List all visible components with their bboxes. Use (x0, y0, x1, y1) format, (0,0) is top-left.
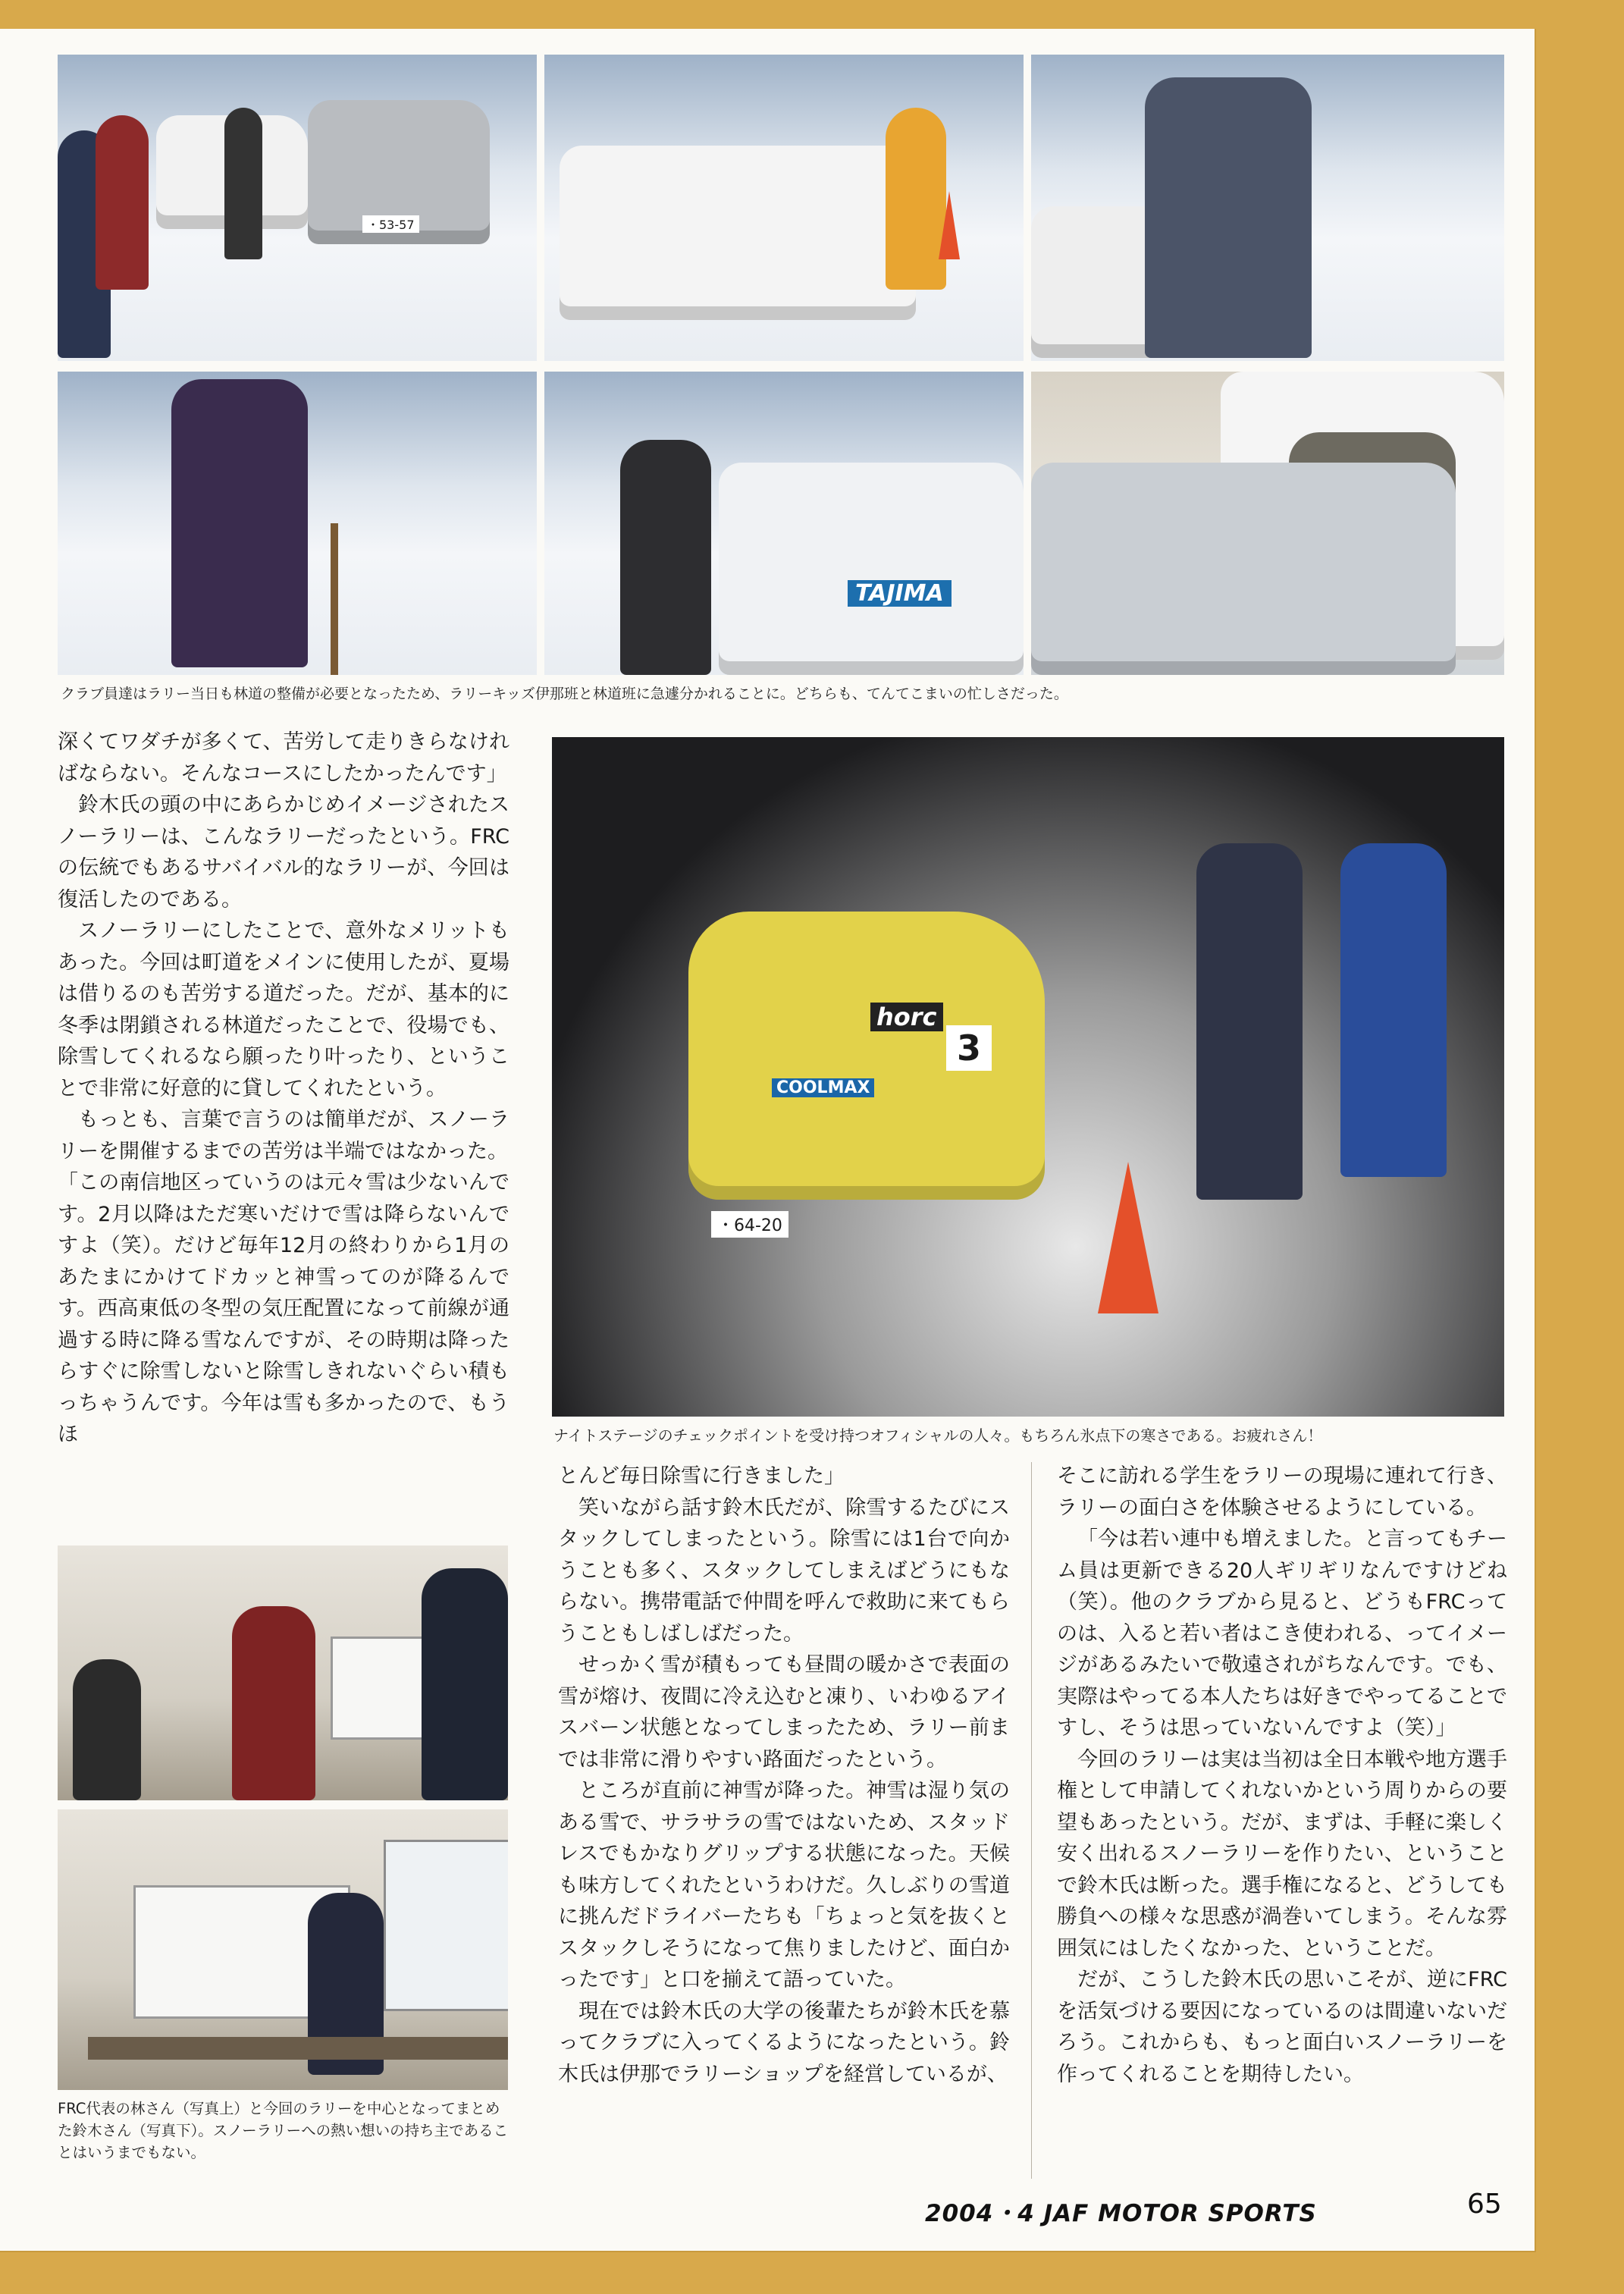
photo-person-gray-jacket (1145, 77, 1312, 358)
photo-rally-car-snow (544, 55, 1024, 361)
magazine-footer-title: 2004・4 JAF MOTOR SPORTS (925, 2200, 1317, 2227)
photo-person (73, 1659, 141, 1800)
article-paragraph: 笑いながら話す鈴木氏だが、除雪するたびにスタックしてしまったという。除雪には1台で向かうことも多く、スタックしてしまえばどうにもならない。携帯電話で仲間を呼んで救助に来てもらうこともしばしばだった。 (558, 1495, 1010, 1646)
article-paragraph: とんど毎日除雪に行きました」 (558, 1464, 845, 1488)
photo-license-plate: ・53-57 (362, 215, 419, 233)
article-column-1 (58, 726, 509, 1451)
photo-person (224, 108, 262, 259)
article-column-2 (558, 1461, 1010, 2090)
page-number: 65 (1467, 2189, 1502, 2220)
article-paragraph: 「今は若い連中も増えました。と言ってもチーム員は更新できる20人ギリギリなんですけどね（笑）。他のクラブから見ると、どうもFRCってのは、入ると若い者はこき使われる、ってイメージがあるみたいで敬遠されがちなんです。でも、実際はやってる本人たちは好きでやってることですし、そうは思っていないんですよ（笑）」 (1057, 1527, 1507, 1740)
photo-sponsor-text: horc (870, 1003, 943, 1031)
article-paragraph: だが、こうした鈴木氏の思いこそが、逆にFRCを活気づける要因になっているのは間違いないだろう。これからも、もっと面白いスノーラリーを作ってくれることを期待したい。 (1057, 1968, 1507, 2086)
column-divider (1031, 1462, 1032, 2179)
article-paragraph: せっかく雪が積もっても昼間の暖かさで表面の雪が熔け、夜間に冷え込むと凍り、いわゆるアイスバーン状態となってしまったため、ラリー前までは非常に滑りやすい路面だったという。 (558, 1653, 1010, 1771)
photo-table (88, 2037, 508, 2060)
photo-night-checkpoint (552, 737, 1504, 1417)
caption-bottom-left-photos: FRC代表の林さん（写真上）と今回のラリーを中心となってまとめた鈴木さん（写真下）。スノーラリーへの熱い想いの持ち主であることはいうまでもない。 (58, 2100, 509, 2161)
photo-person-dark-jacket (620, 440, 711, 675)
photo-tajima-rally-car (544, 372, 1024, 675)
photo-cone (939, 191, 960, 259)
photo-frc-representative (58, 1546, 508, 1800)
article-column-3 (1057, 1461, 1507, 2090)
photo-person-red-jacket (232, 1606, 315, 1800)
caption-top-photos: クラブ員達はラリー当日も林道の整備が必要となったため、ラリーキッズ伊那班と林道班に急遽分かれることに。どちらも、てんてこまいの忙しさだった。 (61, 686, 1068, 702)
photo-shovel (331, 523, 338, 675)
photo-car-white (719, 463, 1024, 675)
photo-car-white (560, 146, 916, 320)
article-paragraph: 現在では鈴木氏の大学の後輩たちが鈴木氏を慕ってクラブに入ってくるようになったという。鈴木氏は伊那でラリーショップを経営しているが、 (558, 1999, 1010, 2086)
photo-person (422, 1568, 508, 1800)
photo-license-plate: ・64-20 (711, 1211, 788, 1238)
photo-person (96, 115, 149, 290)
article-paragraph: スノーラリーにしたことで、意外なメリットもあった。今回は町道をメインに使用したが、夏場は借りるのも苦労する道だった。だが、基本的に冬季は閉鎖される林道だったことで、役場でも、除雪してくれるなら願ったり叶ったり、ということで非常に好意的に貸してくれたという。 (58, 919, 509, 1100)
photo-car-silver (1031, 463, 1456, 675)
photo-car-number: 3 (946, 1025, 992, 1071)
photo-snow-parking-lot (58, 55, 537, 361)
photo-sponsor-text: TAJIMA (848, 580, 952, 607)
photo-official-with-shovel (58, 372, 537, 675)
photo-official-right (1340, 843, 1447, 1177)
photo-sponsor-text: COOLMAX (772, 1078, 874, 1097)
photo-official-left (1196, 843, 1303, 1200)
article-paragraph: ところが直前に神雪が降った。神雪は湿り気のある雪で、サラサラの雪ではないため、スタッドレスでもかなりグリップする状態になった。天候も味方してくれたというわけだ。久しぶりの雪道に挑んだドライバーたちも「ちょっと気を抜くとスタックしそうになって焦りましたけど、面白かったです」と口を揃えて語っていた。 (558, 1779, 1010, 1991)
article-paragraph: 鈴木氏の頭の中にあらかじめイメージされたスノーラリーは、こんなラリーだったという。FRCの伝統でもあるサバイバル的なラリーが、今回は復活したのである。 (58, 793, 509, 912)
article-paragraph: 今回のラリーは実は当初は全日本戦や地方選手権として申請してくれないかという周りからの要望もあったという。だが、まずは、手軽に楽しく安く出れるスノーラリーを作りたい、ということで鈴木氏は断った。選手権になると、どうしても勝負への様々な思惑が渦巻いてしまう。そんな雰囲気にはしたくなかった、ということだ。 (1057, 1747, 1507, 1960)
article-paragraph: もっとも、言葉で言うのは簡単だが、スノーラリーを開催するまでの苦労は半端ではなかった。 (58, 1108, 509, 1163)
photo-window (384, 1840, 508, 2011)
article-paragraph: 深くてワダチが多くて、苦労して走りきらなければならない。そんなコースにしたかったんです」 (58, 730, 509, 786)
photo-man-standing-snow (1031, 55, 1504, 361)
photo-person-purple-coat (171, 379, 308, 667)
article-paragraph: 「この南信地区っていうのは元々雪は少ないんです。2月以降はただ寒いだけで雪は降らないんですよ（笑）。だけど毎年12月の終わりから1月のあたまにかけてドカッと神雪ってのが降るんです。西高東低の冬型の気圧配置になって前線が通過する時に降る雪なんですが、その時期は降ったらすぐに除雪しないと除雪しきれないぐらい積もっちゃうんです。今年は雪も多かったので、もうほ (58, 1171, 509, 1446)
photo-organizer-whiteboard (58, 1809, 508, 2090)
photo-cone (1098, 1162, 1158, 1313)
photo-driver-window (1031, 372, 1504, 675)
article-paragraph: そこに訪れる学生をラリーの現場に連れて行き、ラリーの面白さを体験させるようにしている。 (1057, 1464, 1507, 1520)
caption-night-photo: ナイトステージのチェックポイントを受け持つオフィシャルの人々。もちろん氷点下の寒さである。お疲れさん！ (553, 1426, 1323, 1445)
photo-person-yellow-jacket (886, 108, 946, 290)
magazine-page (0, 29, 1536, 2252)
